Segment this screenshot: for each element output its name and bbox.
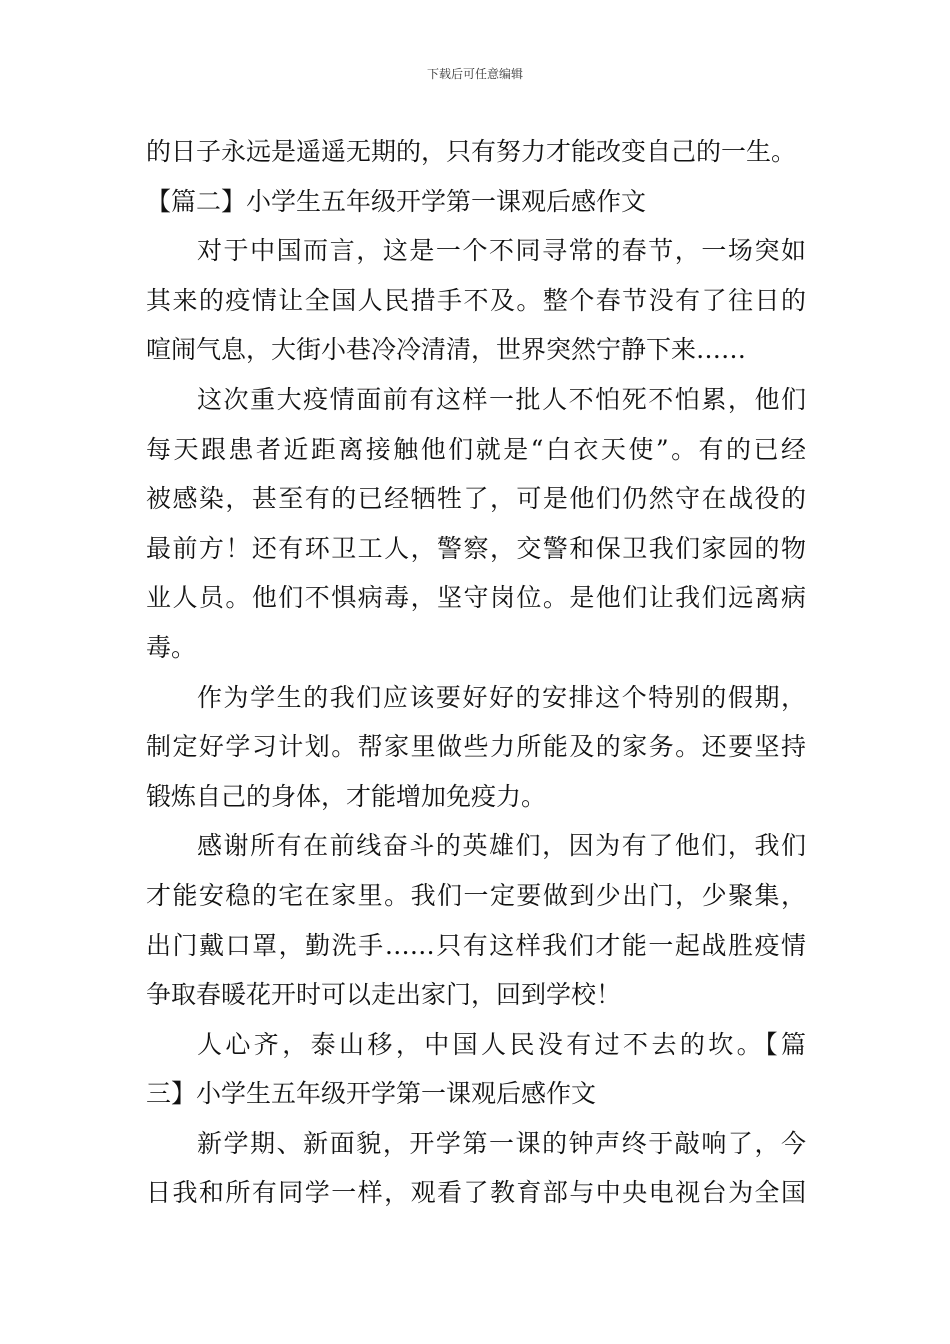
text-line: 争取春暖花开时可以走出家门，回到学校！ bbox=[146, 980, 622, 1010]
text-line: 每天跟患者近距离接触他们就是“白衣天使”。有的已经 bbox=[146, 434, 806, 464]
text-line: 这次重大疫情面前有这样一批人不怕死不怕累，他们 bbox=[197, 384, 806, 414]
text-line: 对于中国而言，这是一个不同寻常的春节，一场突如 bbox=[197, 236, 806, 266]
text-line: 人心齐，泰山移，中国人民没有过不去的坎。【篇 bbox=[197, 1029, 806, 1059]
text-line: 感谢所有在前线奋斗的英雄们，因为有了他们，我们 bbox=[197, 831, 806, 861]
text-line: 三】小学生五年级开学第一课观后感作文 bbox=[146, 1079, 597, 1109]
text-line: 业人员。他们不惧病毒，坚守岗位。是他们让我们远离病 bbox=[146, 583, 806, 613]
text-line: 其来的疫情让全国人民措手不及。整个春节没有了往日的 bbox=[146, 285, 806, 315]
text-line: 的日子永远是遥遥无期的，只有努力才能改变自己的一生。 bbox=[146, 137, 797, 166]
text-line: 喧闹气息，大街小巷冷冷清清，世界突然宁静下来…… bbox=[146, 335, 747, 365]
text-line: 出门戴口罩，勤洗手……只有这样我们才能一起战胜疫情 bbox=[146, 930, 806, 960]
text-line: 毒。 bbox=[146, 632, 197, 662]
text-line: 被感染，甚至有的已经牺牲了，可是他们仍然守在战役的 bbox=[146, 484, 806, 514]
header-note: 下载后可任意编辑 bbox=[426, 67, 523, 81]
text-line: 才能安稳的宅在家里。我们一定要做到少出门，少聚集， bbox=[146, 880, 806, 910]
document-body bbox=[146, 127, 806, 1218]
text-line: 锻炼自己的身体，才能增加免疫力。 bbox=[146, 781, 547, 811]
text-line: 制定好学习计划。帮家里做些力所能及的家务。还要坚持 bbox=[146, 732, 806, 762]
text-line: 日我和所有同学一样，观看了教育部与中央电视台为全国 bbox=[146, 1178, 806, 1208]
text-line: 新学期、新面貌，开学第一课的钟声终于敲响了，今 bbox=[197, 1128, 806, 1158]
text-line: 最前方！还有环卫工人，警察，交警和保卫我们家园的物 bbox=[146, 533, 806, 563]
text-line: 【篇二】小学生五年级开学第一课观后感作文 bbox=[146, 186, 647, 216]
text-line: 作为学生的我们应该要好好的安排这个特别的假期， bbox=[197, 682, 806, 712]
